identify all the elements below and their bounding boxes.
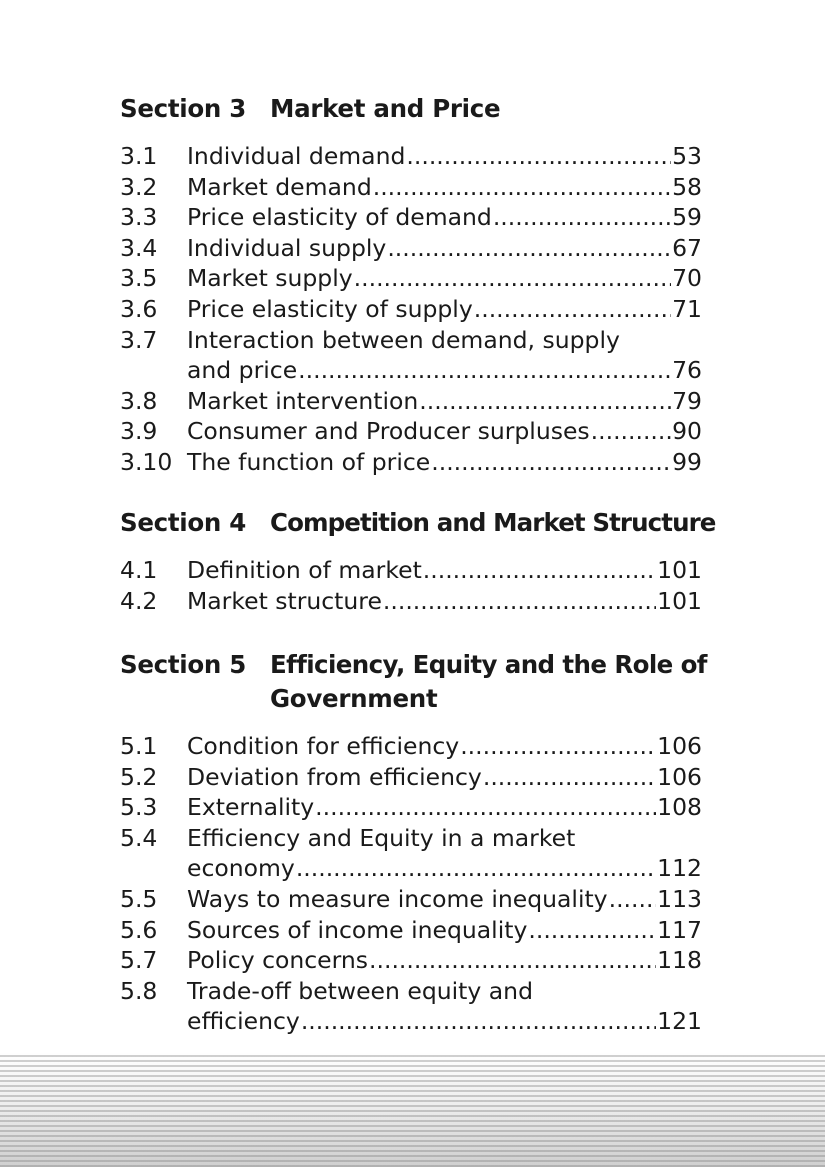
entry-page: 117 — [657, 915, 702, 944]
dot-leader — [354, 263, 671, 294]
toc-entry-3-3[interactable] — [120, 202, 702, 233]
entry-number: 4.2 — [120, 586, 158, 615]
entry-page: 106 — [657, 732, 702, 760]
entry-label: Market intervention — [187, 386, 419, 415]
section-number: Section 5 — [120, 650, 247, 679]
toc-entry-3-8[interactable] — [120, 386, 702, 417]
entry-page: 106 — [657, 762, 702, 791]
entry-number: 5.3 — [120, 793, 158, 822]
entry-number: 3.10 — [120, 448, 173, 476]
dot-leader — [383, 586, 656, 617]
dot-leader — [474, 294, 671, 325]
toc-entry-3-9[interactable] — [120, 416, 702, 447]
entry-page: 59 — [672, 203, 702, 232]
section-number: Section 4 — [120, 508, 247, 537]
entry-number: 3.1 — [120, 142, 158, 170]
entry-number: 5.1 — [120, 732, 158, 760]
dot-leader — [528, 915, 656, 946]
entry-number: 3.8 — [120, 386, 158, 415]
dot-leader — [609, 884, 657, 915]
entry-label: economy — [187, 854, 295, 883]
toc-entry-3-5[interactable] — [120, 263, 702, 294]
entry-page: 79 — [672, 386, 702, 415]
entry-label: The function of price — [187, 448, 431, 476]
dot-leader — [296, 853, 656, 884]
dot-leader — [431, 447, 671, 478]
entry-number: 4.1 — [120, 556, 158, 584]
entry-number: 5.2 — [120, 762, 158, 791]
toc-entry-4-2[interactable] — [120, 586, 702, 617]
entry-page: 99 — [672, 448, 702, 476]
entry-label: Externality — [187, 793, 315, 822]
toc-entry-3-7-cont[interactable] — [120, 355, 702, 386]
dot-leader — [460, 731, 656, 762]
entry-label: Trade-off between equity and — [187, 976, 533, 1005]
entry-label: Ways to measure income inequality — [187, 885, 608, 913]
toc-entry-5-8-cont[interactable] — [120, 1006, 702, 1037]
entry-label: Policy concerns — [187, 946, 369, 975]
section-number: Section 3 — [120, 94, 247, 123]
entry-label: Market structure — [187, 586, 382, 615]
entry-number: 3.2 — [120, 172, 158, 201]
entry-label: and price — [187, 356, 298, 385]
entry-number: 5.6 — [120, 915, 158, 944]
entry-label: Consumer and Producer surpluses — [187, 417, 590, 446]
entry-number: 5.5 — [120, 885, 158, 913]
toc-entry-3-4[interactable] — [120, 233, 702, 264]
entry-page: 90 — [672, 417, 702, 446]
section-title: Efficiency, Equity and the Role of — [270, 650, 707, 679]
entry-number: 3.5 — [120, 264, 158, 293]
dot-leader — [591, 416, 671, 447]
toc-entry-3-6[interactable] — [120, 294, 702, 325]
dot-leader — [406, 141, 671, 172]
toc-entry-5-3[interactable] — [120, 792, 702, 823]
entry-label: Sources of income inequality — [187, 915, 528, 944]
entry-label: Market supply — [187, 264, 353, 293]
entry-page: 113 — [657, 885, 702, 913]
entry-number: 5.4 — [120, 823, 158, 852]
entry-label: Condition for efficiency — [187, 732, 460, 760]
toc-entry-5-1[interactable] — [120, 731, 702, 762]
entry-label: efficiency — [187, 1007, 300, 1036]
entry-label: Individual demand — [187, 142, 406, 170]
entry-page: 101 — [657, 586, 702, 615]
entry-number: 5.8 — [120, 976, 158, 1005]
entry-label: Individual supply — [187, 233, 387, 262]
dot-leader — [423, 555, 656, 586]
dot-leader — [493, 202, 671, 233]
dot-leader — [315, 792, 656, 823]
entry-label: Definition of market — [187, 556, 422, 584]
section-title: Market and Price — [270, 94, 501, 123]
entry-page: 76 — [672, 356, 702, 385]
entry-page: 58 — [672, 172, 702, 201]
dot-leader — [369, 945, 656, 976]
entry-label: Deviation from efficiency — [187, 762, 482, 791]
toc-entry-5-5[interactable] — [120, 884, 702, 915]
section-title: Competition and Market Structure — [270, 508, 716, 537]
entry-label: Price elasticity of supply — [187, 295, 473, 323]
entry-number: 3.6 — [120, 295, 158, 323]
entry-page: 70 — [672, 264, 702, 293]
toc-entry-3-7[interactable] — [120, 325, 702, 356]
entry-label: Interaction between demand, supply — [187, 325, 620, 354]
toc-entry-5-8[interactable] — [120, 976, 702, 1007]
entry-number: 3.4 — [120, 233, 158, 262]
entry-page: 118 — [657, 946, 702, 975]
dot-leader — [419, 386, 671, 417]
entry-page: 71 — [672, 295, 702, 323]
toc-entry-3-10[interactable] — [120, 447, 702, 478]
decorative-bottom-stripes — [0, 1052, 825, 1167]
entry-label: Market demand — [187, 172, 372, 201]
section-title-cont: Government — [270, 684, 438, 713]
dot-leader — [387, 233, 671, 264]
toc-entry-5-4[interactable] — [120, 823, 702, 854]
toc-entry-5-7[interactable] — [120, 945, 702, 976]
entry-number: 3.3 — [120, 203, 158, 232]
entry-page: 121 — [657, 1007, 702, 1036]
entry-page: 108 — [657, 793, 702, 822]
entry-page: 67 — [672, 233, 702, 262]
entry-number: 3.7 — [120, 325, 158, 354]
toc-entry-3-1[interactable] — [120, 141, 702, 172]
entry-number: 5.7 — [120, 946, 158, 975]
toc-entry-5-4-cont[interactable] — [120, 853, 702, 884]
entry-label: Price elasticity of demand — [187, 203, 492, 232]
dot-leader — [373, 172, 671, 203]
dot-leader — [483, 762, 656, 793]
toc-entry-5-2[interactable] — [120, 762, 702, 793]
entry-page: 53 — [672, 142, 702, 170]
dot-leader — [301, 1006, 656, 1037]
toc-entry-5-6[interactable] — [120, 915, 702, 946]
entry-label: Efficiency and Equity in a market — [187, 823, 576, 852]
entry-page: 101 — [657, 556, 702, 584]
entry-page: 112 — [657, 854, 702, 883]
toc-entry-3-2[interactable] — [120, 172, 702, 203]
dot-leader — [298, 355, 671, 386]
entry-number: 3.9 — [120, 417, 158, 446]
toc-entry-4-1[interactable] — [120, 555, 702, 586]
